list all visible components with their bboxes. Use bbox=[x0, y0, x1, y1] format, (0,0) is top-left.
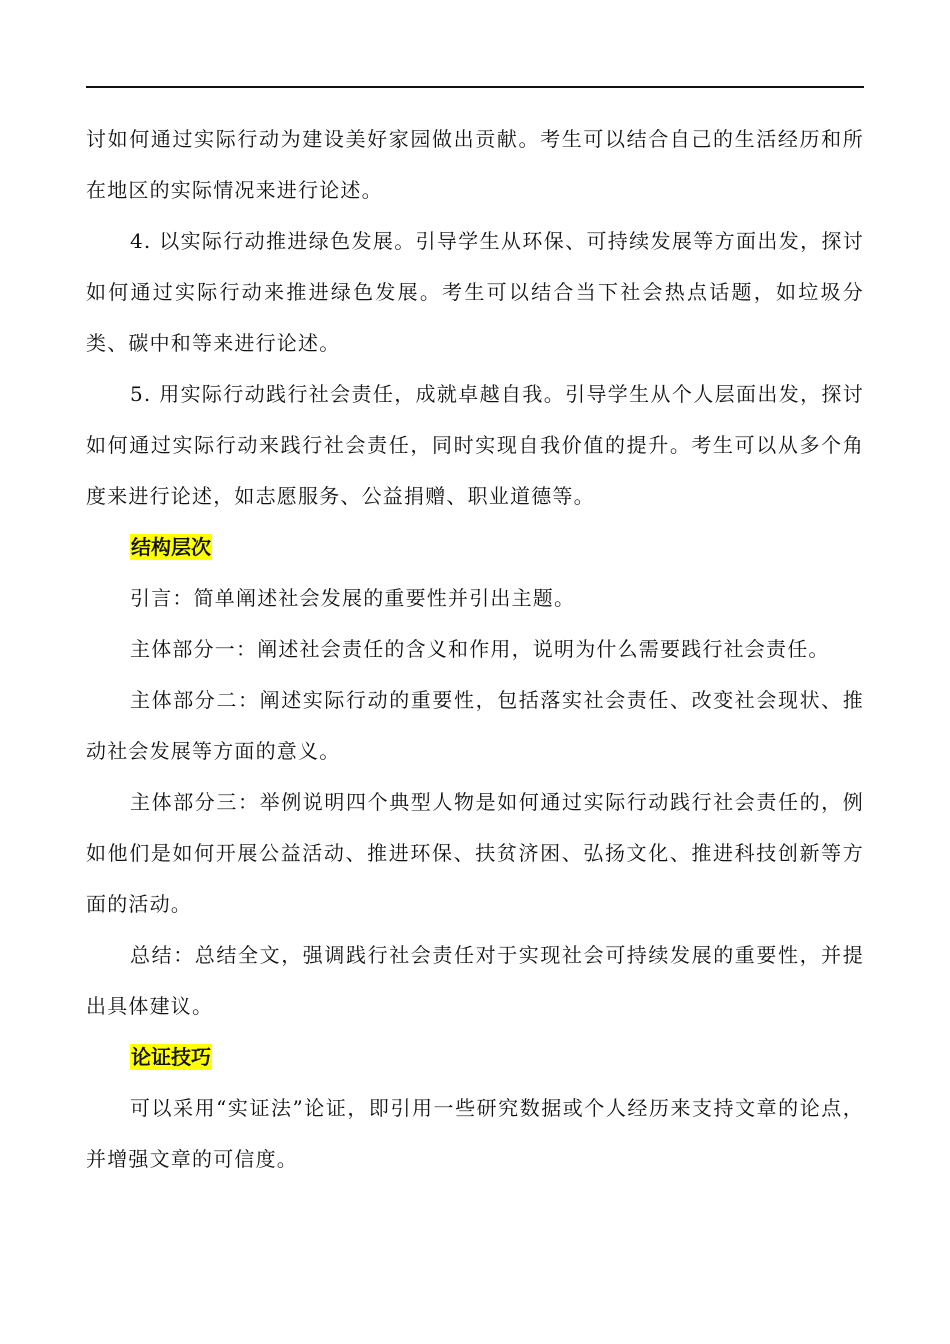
document-body bbox=[86, 114, 864, 1185]
paragraph-item-5: 5. 用实际行动践行社会责任，成就卓越自我。引导学生从个人层面出发，探讨如何通过实际行动来践行社会责任，同时实现自我价值的提升。考生可以从多个角度来进行论述，如志愿服务、公益捐赠、职业道德等。 bbox=[86, 382, 864, 508]
highlighted-heading-text: 结构层次 bbox=[131, 535, 211, 559]
header-rule bbox=[86, 86, 864, 88]
section-heading-argument bbox=[86, 1032, 864, 1083]
highlighted-heading-text: 论证技巧 bbox=[131, 1045, 211, 1069]
paragraph-summary: 总结：总结全文，强调践行社会责任对于实现社会可持续发展的重要性，并提出具体建议。 bbox=[86, 943, 864, 1018]
paragraph-item-4: 4. 以实际行动推进绿色发展。引导学生从环保、可持续发展等方面出发，探讨如何通过实际行动来推进绿色发展。考生可以结合当下社会热点话题，如垃圾分类、碳中和等来进行论述。 bbox=[86, 229, 864, 355]
paragraph-body-three: 主体部分三：举例说明四个典型人物是如何通过实际行动践行社会责任的，例如他们是如何开展公益活动、推进环保、扶贫济困、弘扬文化、推进科技创新等方面的活动。 bbox=[86, 790, 864, 916]
paragraph-intro: 引言：简单阐述社会发展的重要性并引出主题。 bbox=[130, 586, 576, 610]
paragraph-body-two: 主体部分二：阐述实际行动的重要性，包括落实社会责任、改变社会现状、推动社会发展等方面的意义。 bbox=[86, 688, 864, 763]
section-heading-structure bbox=[86, 522, 864, 573]
paragraph-continuation: 讨如何通过实际行动为建设美好家园做出贡献。考生可以结合自己的生活经历和所在地区的实际情况来进行论述。 bbox=[86, 127, 864, 202]
paragraph-argument: 可以采用“实证法”论证，即引用一些研究数据或个人经历来支持文章的论点，并增强文章的可信度。 bbox=[86, 1096, 864, 1171]
paragraph-body-one: 主体部分一：阐述社会责任的含义和作用，说明为什么需要践行社会责任。 bbox=[130, 637, 830, 661]
